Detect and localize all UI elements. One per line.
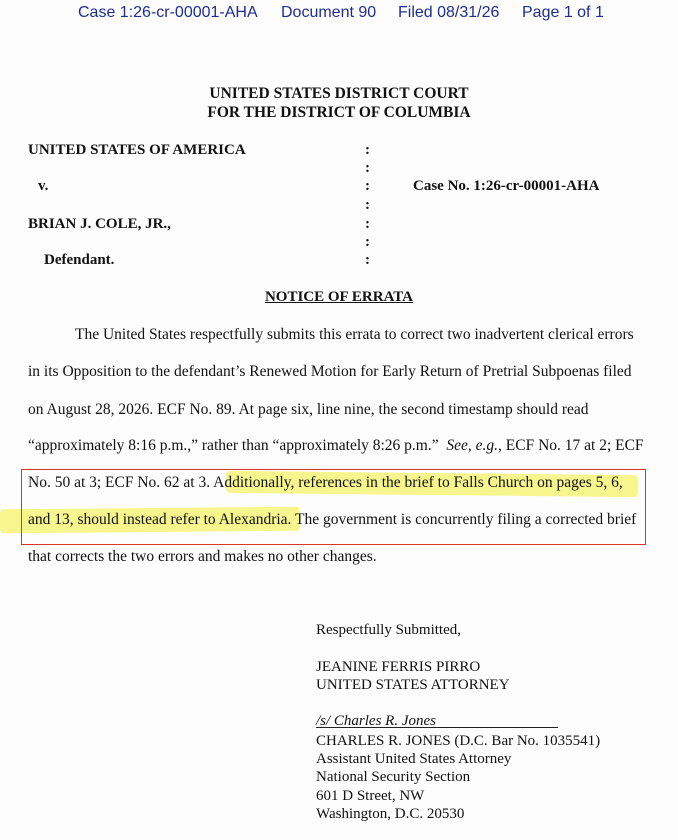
caption-colon: : — [365, 142, 370, 158]
caption-colon: : — [365, 160, 370, 176]
header-case-number: Case 1:26-cr-00001-AHA — [78, 4, 258, 21]
caption-case-number: Case No. 1:26-cr-00001-AHA — [413, 178, 600, 194]
document-title: NOTICE OF ERRATA — [264, 289, 414, 305]
body-line: “approximately 8:16 p.m.,” rather than “approximately 8:26 p.m.” See, e.g., ECF No. 17 at 2; ECF — [28, 437, 644, 454]
citation-signal: See, e.g. — [446, 437, 499, 454]
caption-defendant-role: Defendant. — [44, 252, 115, 268]
body-line: on August 28, 2026. ECF No. 89. At page six, line nine, the second timestamp should read — [28, 401, 589, 418]
caption-colon: : — [365, 216, 370, 232]
signature-closing: Respectfully Submitted, — [316, 622, 461, 638]
body-line: No. 50 at 3; ECF No. 62 at 3. Additionally, references in the brief to Falls Church on pages 5, 6, — [28, 474, 623, 491]
header-filed-date: Filed 08/31/26 — [398, 4, 500, 21]
signature-attorney-name: JEANINE FERRIS PIRRO — [316, 659, 481, 675]
body-line: that corrects the two errors and makes no other changes. — [28, 548, 377, 565]
body-line: and 13, should instead refer to Alexandria. The government is concurrently filing a corrected brief — [28, 511, 637, 528]
court-name-line2: FOR THE DISTRICT OF COLUMBIA — [207, 104, 471, 121]
filing-header — [0, 4, 678, 24]
caption-defendant: BRIAN J. COLE, JR., — [28, 216, 171, 232]
body-line: in its Opposition to the defendant’s Renewed Motion for Early Return of Pretrial Subpoenas filed — [28, 363, 632, 380]
caption-versus: v. — [38, 178, 49, 194]
caption-colon: : — [365, 252, 370, 268]
signature-line — [316, 727, 558, 728]
caption-colon: : — [365, 178, 370, 194]
signature-attorney-title: UNITED STATES ATTORNEY — [316, 677, 510, 693]
signer-title: Assistant United States Attorney — [316, 751, 512, 767]
header-page-count: Page 1 of 1 — [522, 4, 604, 21]
court-name-line1: UNITED STATES DISTRICT COURT — [209, 85, 469, 102]
signer-street: 601 D Street, NW — [316, 788, 425, 804]
caption-plaintiff: UNITED STATES OF AMERICA — [28, 142, 246, 158]
signer-city: Washington, D.C. 20530 — [316, 806, 465, 822]
header-document-number: Document 90 — [281, 4, 377, 21]
signer-name: CHARLES R. JONES (D.C. Bar No. 1035541) — [316, 733, 601, 749]
e-signature: /s/ Charles R. Jones — [316, 713, 436, 729]
caption-colon: : — [365, 234, 370, 250]
caption-colon: : — [365, 197, 370, 213]
annotation-box — [21, 469, 646, 545]
body-line: The United States respectfully submits this errata to correct two inadvertent clerical errors — [75, 326, 634, 343]
signer-section: National Security Section — [316, 769, 471, 785]
